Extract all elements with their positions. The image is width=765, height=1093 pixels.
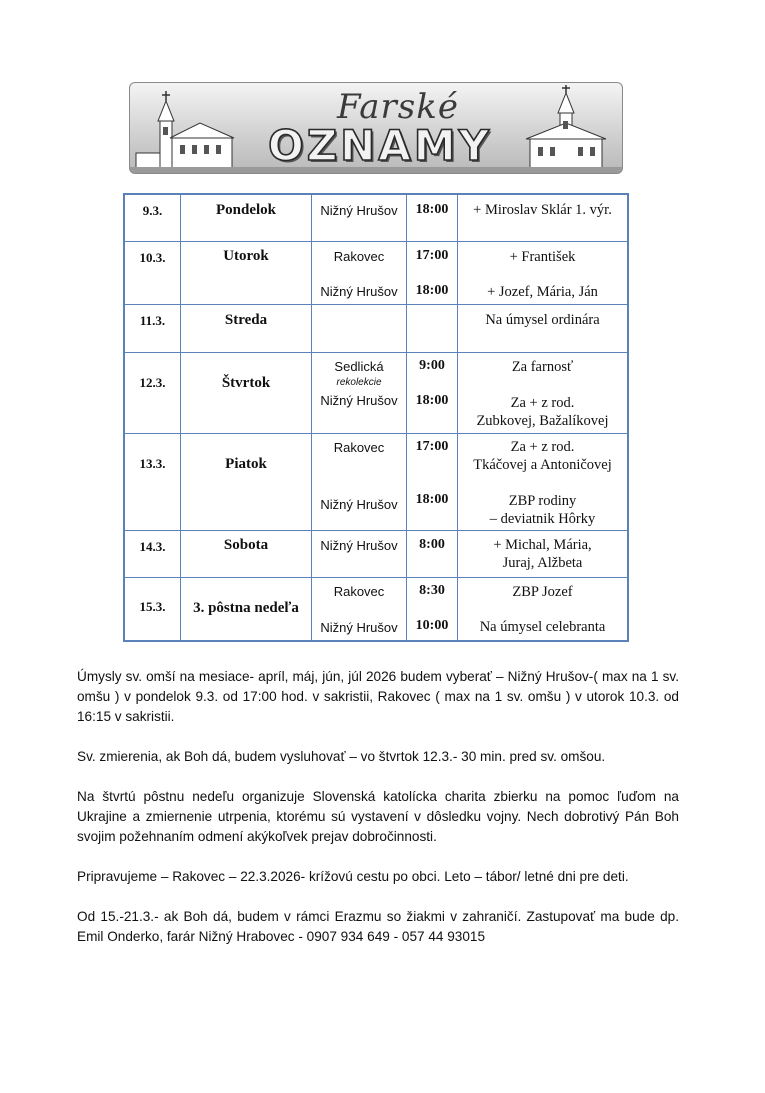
date-cell: 11.3.: [124, 304, 181, 352]
place-cell: Nižný Hrušov: [320, 203, 398, 218]
intention-cell: Za farnosť: [511, 358, 574, 375]
day-cell: Utorok: [223, 247, 269, 264]
place-cell: Rakovec: [333, 248, 385, 264]
banner-script-word: Farské: [337, 87, 459, 127]
time-cell: 18:00: [415, 392, 449, 408]
day-cell: 3. pôstna nedeľa: [193, 599, 299, 616]
intention-cell: Zubkovej, Bažalíkovej: [476, 412, 609, 429]
date-cell: 13.3.: [124, 433, 181, 530]
intention-cell: + Michal, Mária,: [493, 536, 592, 553]
day-cell: Sobota: [223, 536, 269, 553]
place-cell: Nižný Hrušov: [320, 283, 398, 299]
intention-cell: Tkáčovej a Antoničovej: [473, 456, 612, 473]
intention-cell: Na úmysel celebranta: [479, 618, 606, 635]
place-note: rekolekcie: [336, 376, 382, 388]
date-cell: 14.3.: [124, 530, 181, 577]
place-cell: Rakovec: [333, 439, 385, 455]
day-cell: Piatok: [225, 455, 267, 472]
time-cell: 10:00: [415, 617, 449, 633]
table-row: [124, 530, 628, 577]
time-cell: 9:00: [419, 357, 445, 373]
place-cell: Rakovec: [333, 583, 385, 599]
banner-title: OZNAMY: [267, 121, 493, 170]
time-cell: 17:00: [415, 247, 449, 263]
day-cell: Streda: [224, 311, 268, 328]
day-cell: Pondelok: [215, 202, 276, 218]
intention-cell: Juraj, Alžbeta: [502, 554, 583, 571]
announcement-paragraph: Pripravujeme – Rakovec – 22.3.2026- krížovú cestu po obci. Leto – tábor/ letné dni pre deti.: [77, 869, 629, 884]
place-cell: Sedlická: [334, 358, 384, 374]
mass-schedule-table: [123, 193, 629, 642]
intention-cell: Na úmysel ordinára: [485, 311, 600, 328]
table-row: [124, 241, 628, 304]
intention-cell: + František: [509, 248, 576, 265]
table-row: [124, 433, 628, 530]
announcement-paragraph: Od 15.-21.3.- ak Boh dá, budem v rámci Erazmu so žiakmi v zahraničí. Zastupovať ma bude dp. Emil Onderko, farár Nižný Hrabovec - 0907 934 649 - 057 44 93015: [77, 909, 679, 944]
announcement-paragraph: Úmysly sv. omší na mesiace- apríl, máj, jún, júl 2026 budem vyberať – Nižný Hrušov-( max na 1 sv. omšu ) v pondelok 9.3. od 17:00 hod. v sakristii, Rakovec ( max na 1 sv. omšu ) v utorok 10.3. od 16:15 v sakristii.: [77, 669, 679, 724]
date-cell: 15.3.: [124, 577, 181, 641]
time-cell: 18:00: [415, 282, 449, 298]
time-cell-empty: [407, 304, 458, 352]
date-cell: 10.3.: [124, 241, 181, 304]
announcement-paragraph: Na štvrtú pôstnu nedeľu organizuje Slovenská katolícka charita zbierku na pomoc ľuďom na Ukrajine a zmiernenie utrpenia, ktorému sú vystavení v dôsledku vojny. Nech dobrotivý Pán Boh svojim požehnaním odmení akýkoľvek prejav dobročinnosti.: [77, 789, 679, 844]
place-cell-empty: [312, 304, 407, 352]
intention-cell: – deviatnik Hôrky: [489, 510, 596, 527]
place-cell: Nižný Hrušov: [320, 537, 398, 553]
table-row: [124, 577, 628, 641]
announcement-paragraph: Sv. zmierenia, ak Boh dá, budem vysluhovať – vo štvrtok 12.3.- 30 min. pred sv. omšou.: [77, 749, 606, 764]
date-cell: 9.3.: [124, 194, 181, 241]
day-cell: Štvrtok: [221, 374, 271, 391]
place-cell: Nižný Hrušov: [320, 619, 398, 635]
intention-cell: Za + z rod.: [510, 394, 575, 411]
place-cell: Nižný Hrušov: [320, 496, 398, 512]
table-row: [124, 352, 628, 433]
time-cell: 17:00: [415, 438, 449, 454]
table-row: [124, 304, 628, 352]
announcements-text: [77, 667, 679, 967]
time-cell: 8:00: [419, 536, 445, 552]
table-row: [124, 194, 628, 241]
intention-cell: ZBP rodiny: [508, 492, 577, 509]
place-cell: Nižný Hrušov: [320, 392, 398, 408]
intention-cell: ZBP Jozef: [512, 583, 573, 600]
date-cell: 12.3.: [124, 352, 181, 433]
time-cell: 8:30: [419, 582, 445, 598]
intention-cell: + Miroslav Sklár 1. výr.: [473, 202, 612, 218]
intention-cell: Za + z rod.: [510, 438, 575, 455]
time-cell: 18:00: [415, 491, 449, 507]
intention-cell: + Jozef, Mária, Ján: [487, 283, 598, 300]
time-cell: 18:00: [415, 202, 449, 217]
farske-oznamy-banner: [129, 82, 623, 174]
